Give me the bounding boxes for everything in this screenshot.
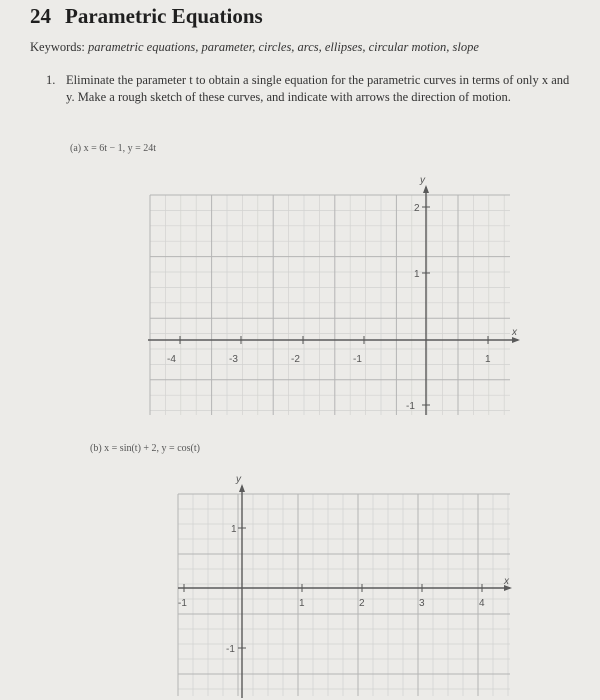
y-tick-a-1: 1 <box>414 269 420 280</box>
keywords-label: Keywords: <box>30 40 85 54</box>
graph-b <box>170 470 530 700</box>
x-tick-a-neg2: -2 <box>291 354 300 365</box>
graph-a <box>140 165 530 425</box>
x-tick-a-neg1: -1 <box>353 354 362 365</box>
x-tick-b-neg1: -1 <box>178 598 187 609</box>
x-tick-b-3: 3 <box>419 598 425 609</box>
y-axis-arrow-a <box>423 185 429 193</box>
grid-minor-a <box>150 195 510 415</box>
x-tick-b-2: 2 <box>359 598 365 609</box>
question-number: 1. <box>46 73 56 87</box>
y-axis-arrow-b <box>239 484 245 492</box>
x-axis-label-b: x <box>504 576 509 587</box>
y-tick-b-1: 1 <box>231 524 237 535</box>
x-tick-b-4: 4 <box>479 598 485 609</box>
part-b-label: (b) x = sin(t) + 2, y = cos(t) <box>90 443 200 454</box>
keywords-line <box>30 40 479 55</box>
grid-major-a <box>150 195 510 415</box>
x-tick-a-1: 1 <box>485 354 491 365</box>
section-title: Parametric Equations <box>65 4 263 28</box>
x-tick-a-neg3: -3 <box>229 354 238 365</box>
question-text: Eliminate the parameter t to obtain a single equation for the parametric curves in terms of only x and y. Make a rough sketch of these curves, and indicate with arrows the direction of motion. <box>66 73 570 104</box>
y-axis-label-a: y <box>420 175 425 186</box>
section-heading <box>30 4 263 29</box>
y-tick-a-neg1: -1 <box>406 401 415 412</box>
x-tick-b-1: 1 <box>299 598 305 609</box>
y-tick-a-2: 2 <box>414 203 420 214</box>
x-axis-label-a: x <box>512 327 517 338</box>
keywords-list: parametric equations, parameter, circles, arcs, ellipses, circular motion, slope <box>87 40 479 54</box>
grid-minor-b <box>178 494 510 696</box>
tick-marks-a <box>180 207 488 405</box>
x-tick-a-neg4: -4 <box>167 354 176 365</box>
question-1 <box>46 72 576 105</box>
section-number: 24 <box>30 4 51 28</box>
part-a-label: (a) x = 6t − 1, y = 24t <box>70 143 157 154</box>
y-tick-b-neg1: -1 <box>226 644 235 655</box>
y-axis-label-b: y <box>236 474 241 485</box>
